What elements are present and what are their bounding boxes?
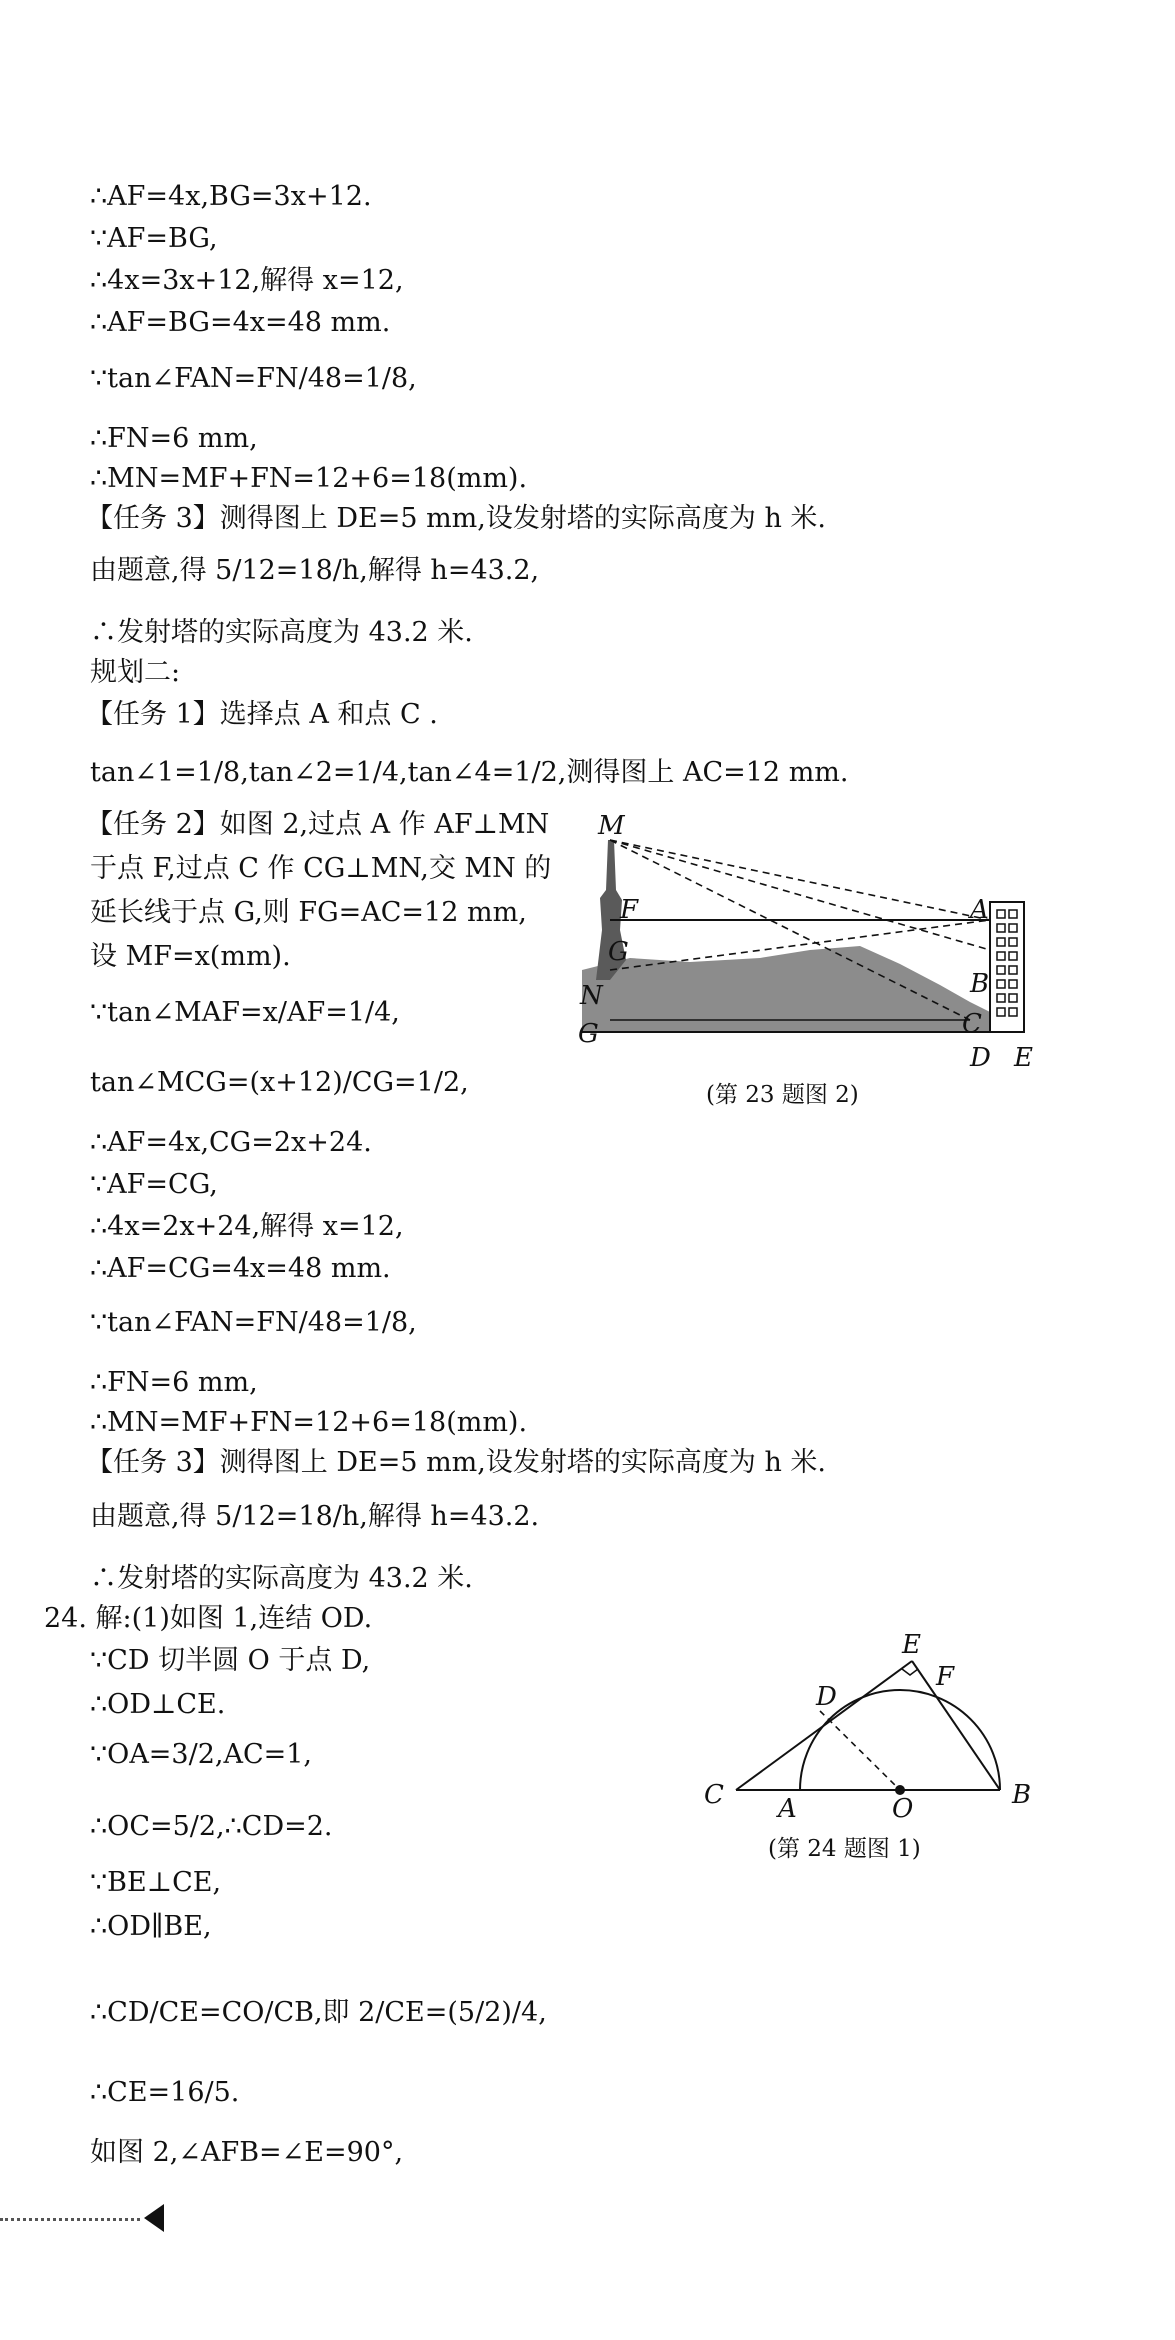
- text-line: ∴CE=16/5.: [90, 2077, 240, 2108]
- figure-23-caption: (第 23 题图 2): [706, 1082, 859, 1108]
- text-line: ∴OD⊥CE.: [90, 1689, 226, 1720]
- text-line: ∵AF=BG,: [90, 223, 218, 254]
- text-line: ∴发射塔的实际高度为 43.2 米.: [90, 1563, 473, 1594]
- label-C: C: [704, 1780, 724, 1810]
- label-G-lower: G: [578, 1019, 599, 1049]
- text-line: 由题意,得 5/12=18/h,解得 h=43.2.: [90, 1501, 540, 1532]
- text-line: ∴OD∥BE,: [90, 1911, 212, 1942]
- task2-line: 设 MF=x(mm).: [90, 941, 291, 972]
- text-line: ∴AF=4x,BG=3x+12.: [90, 181, 372, 212]
- label-A: A: [778, 1794, 797, 1824]
- text-line: ∵tan∠FAN=FN/48=1/8,: [90, 363, 417, 394]
- text-line: ∵tan∠MAF=x/AF=1/4,: [90, 997, 400, 1028]
- text-line: ∴FN=6 mm,: [90, 423, 258, 454]
- label-M: M: [598, 811, 625, 841]
- label-D: D: [970, 1043, 991, 1073]
- label-B: B: [1012, 1780, 1032, 1810]
- text-line: ∴AF=BG=4x=48 mm.: [90, 307, 391, 338]
- page-footer-dots: [0, 2218, 140, 2221]
- text-line: ∴AF=CG=4x=48 mm.: [90, 1253, 391, 1284]
- label-N: N: [580, 981, 603, 1011]
- page-turn-arrow-icon: [144, 2204, 164, 2232]
- text-line: ∵AF=CG,: [90, 1169, 218, 1200]
- task1-line: 【任务 1】选择点 A 和点 C .: [86, 699, 438, 730]
- text-line: ∴4x=3x+12,解得 x=12,: [90, 265, 404, 296]
- text-line: ∵BE⊥CE,: [90, 1867, 222, 1898]
- label-E: E: [902, 1630, 921, 1660]
- tan-line: tan∠1=1/8,tan∠2=1/4,tan∠4=1/2,测得图上 AC=12 mm.: [90, 757, 849, 788]
- label-C: C: [962, 1009, 982, 1039]
- hill-shape: [582, 946, 990, 1032]
- label-D: D: [816, 1682, 837, 1712]
- label-O: O: [892, 1794, 914, 1824]
- building: [990, 902, 1024, 1032]
- text-line: 【任务 3】测得图上 DE=5 mm,设发射塔的实际高度为 h 米.: [86, 503, 827, 534]
- text-line: ∴MN=MF+FN=12+6=18(mm).: [90, 1407, 528, 1438]
- plan-heading: 规划二:: [90, 657, 181, 688]
- label-G-upper: G: [608, 937, 629, 967]
- label-F: F: [620, 895, 639, 925]
- text-line: tan∠MCG=(x+12)/CG=1/2,: [90, 1067, 469, 1098]
- task2-line: 于点 F,过点 C 作 CG⊥MN,交 MN 的: [90, 853, 552, 884]
- figure-24-caption: (第 24 题图 1): [768, 1836, 921, 1862]
- text-line: ∴AF=4x,CG=2x+24.: [90, 1127, 372, 1158]
- text-line: ∴CD/CE=CO/CB,即 2/CE=(5/2)/4,: [90, 1997, 547, 2028]
- figure-24: [690, 1625, 1050, 1835]
- text-line: 【任务 3】测得图上 DE=5 mm,设发射塔的实际高度为 h 米.: [86, 1447, 827, 1478]
- text-line: ∵OA=3/2,AC=1,: [90, 1739, 313, 1770]
- figure-23: [570, 810, 1050, 1100]
- text-line: ∵tan∠FAN=FN/48=1/8,: [90, 1307, 417, 1338]
- text-line: 由题意,得 5/12=18/h,解得 h=43.2,: [90, 555, 540, 586]
- text-line: ∵CD 切半圆 O 于点 D,: [90, 1645, 371, 1676]
- task2-line: 延长线于点 G,则 FG=AC=12 mm,: [90, 897, 527, 928]
- label-A: A: [970, 895, 989, 925]
- label-E: E: [1014, 1043, 1033, 1073]
- text-line: ∴FN=6 mm,: [90, 1367, 258, 1398]
- text-line: 24. 解:(1)如图 1,连结 OD.: [44, 1603, 373, 1634]
- text-line: 如图 2,∠AFB=∠E=90°,: [90, 2137, 404, 2168]
- task2-line: 【任务 2】如图 2,过点 A 作 AF⊥MN: [86, 809, 550, 840]
- text-line: ∴4x=2x+24,解得 x=12,: [90, 1211, 404, 1242]
- text-line: ∴MN=MF+FN=12+6=18(mm).: [90, 463, 528, 494]
- label-B: B: [970, 969, 990, 999]
- text-line: ∴OC=5/2,∴CD=2.: [90, 1811, 333, 1842]
- label-F: F: [936, 1662, 955, 1692]
- text-line: ∴发射塔的实际高度为 43.2 米.: [90, 617, 473, 648]
